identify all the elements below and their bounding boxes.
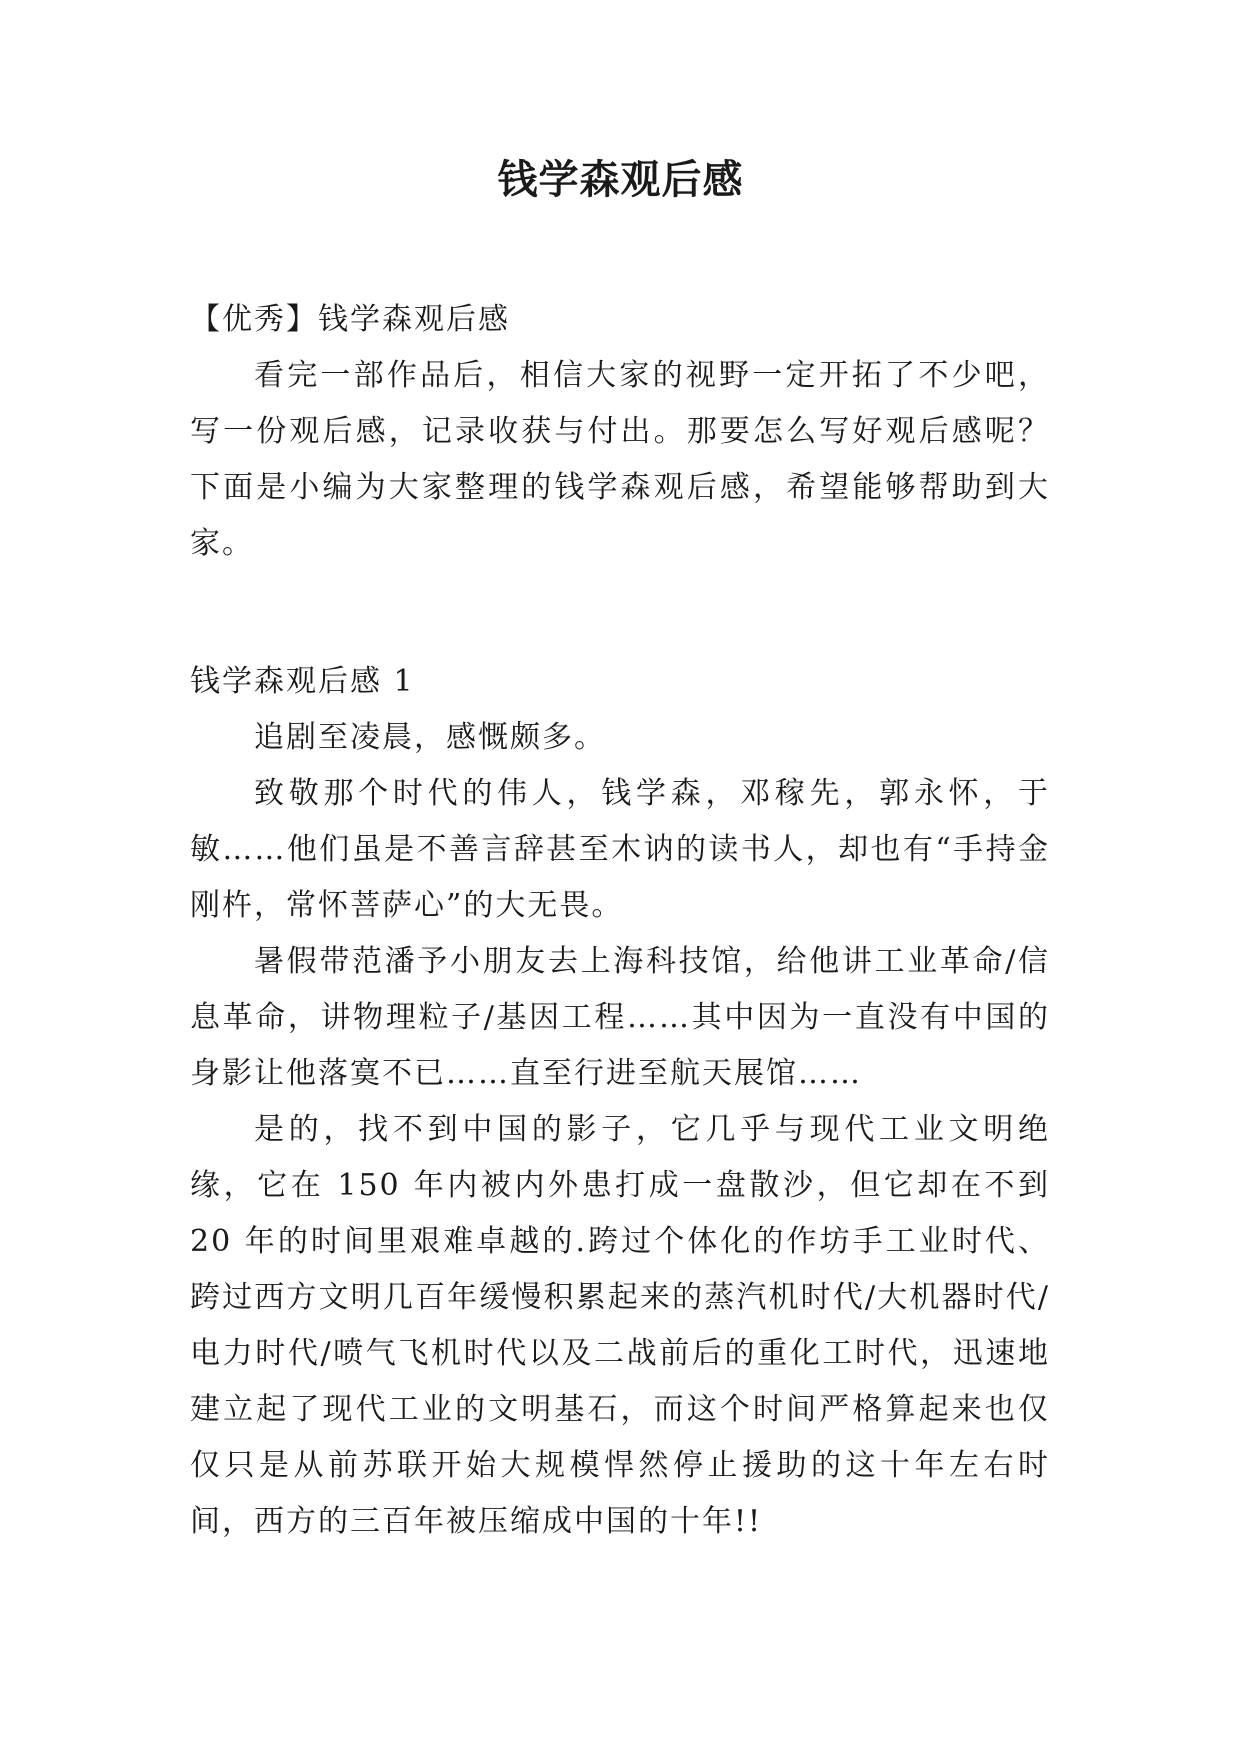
body-paragraph: 暑假带范潘予小朋友去上海科技馆，给他讲工业革命/信息革命，讲物理粒子/基因工程……其中因为一直没有中国的身影让他落寞不已……直至行进至航天展馆…… xyxy=(190,944,1050,1091)
body-paragraph: 致敬那个时代的伟人，钱学森，邓稼先，郭永怀，于敏……他们虽是不善言辞甚至木讷的读书人，却也有“手持金刚杵，常怀菩萨心”的大无畏。 xyxy=(190,776,1050,923)
body-paragraph: 追剧至凌晨，感慨颇多。 xyxy=(254,720,606,755)
section-gap xyxy=(190,572,1050,654)
body-paragraph: 是的，找不到中国的影子，它几乎与现代工业文明绝缘，它在 150 年内被内外患打成一盘散沙，但它却在不到 20 年的时间里艰难卓越的.跨过个体化的作坊手工业时代、跨过西方文明几百年缓慢积累起来的蒸汽机时代/大机器时代/电力时代/喷气飞机时代以及二战前后的重化工时代，迅速地建立起了现代工业的文明基石，而这个时间严格算起来也仅仅只是从前苏联开始大规模悍然停止援助的这十年左右时间，西方的三百年被压缩成中国的十年!! xyxy=(190,1112,1050,1539)
document-subtitle: 【优秀】钱学森观后感 xyxy=(190,302,510,337)
section-heading: 钱学森观后感 1 xyxy=(190,664,415,699)
document-body xyxy=(190,292,1050,1550)
intro-paragraph: 看完一部作品后，相信大家的视野一定开拓了不少吧，写一份观后感，记录收获与付出。那要怎么写好观后感呢？下面是小编为大家整理的钱学森观后感，希望能够帮助到大家。 xyxy=(190,358,1050,561)
document-title: 钱学森观后感 xyxy=(497,156,744,203)
